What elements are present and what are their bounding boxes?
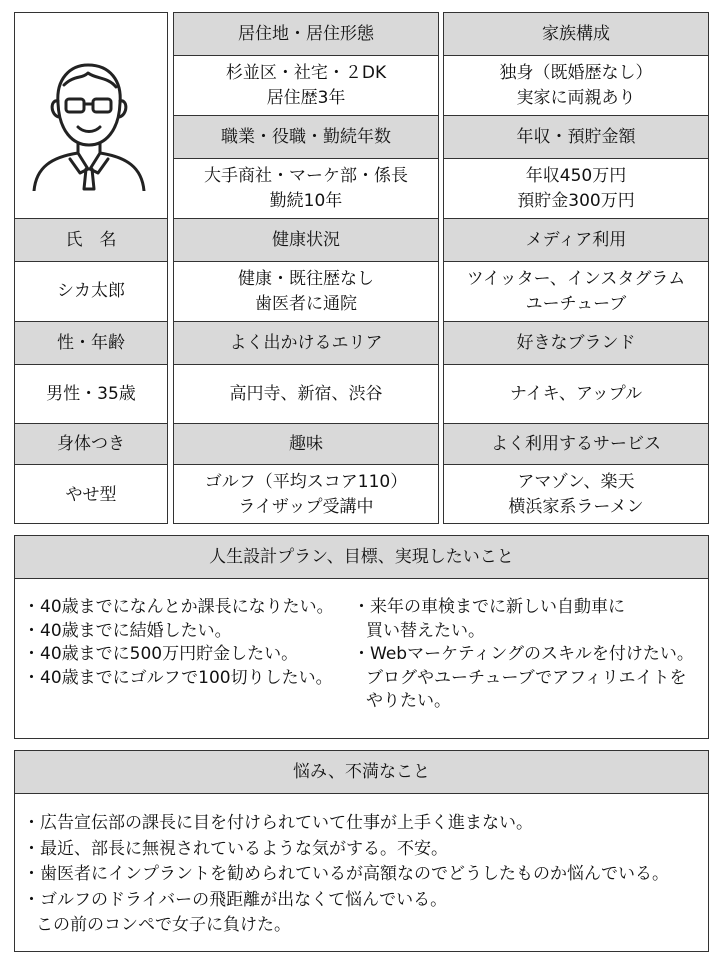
family-value: 独身（既婚歴なし） 実家に両親あり [444, 55, 708, 115]
list-item: ・40歳までになんとか課長になりたい。 [23, 597, 334, 617]
service-label: よく利用するサービス [444, 423, 708, 464]
list-item: ・40歳までにゴルフで100切りしたい。 [23, 667, 333, 688]
list-item: ・最近、部長に無視されているような気がする。不安。 [23, 838, 448, 859]
list-item: ・歯医者にインプラントを勧められているが高額なのでどうしたものか悩んでいる。 [23, 864, 669, 884]
media-label: メディア利用 [444, 218, 708, 261]
concerns-list [23, 811, 669, 939]
list-item: ブログやユーチューブでアフィリエイトを [366, 667, 687, 688]
service-value: アマゾン、楽天 横浜家系ラーメン [444, 464, 708, 525]
list-item: この前のコンペで女子に負けた。 [36, 915, 291, 935]
job-value: 大手商社・マーケ部・係長 勤続10年 [174, 158, 438, 218]
list-item: 買い替えたい。 [366, 620, 485, 641]
avatar [15, 13, 167, 218]
concerns-section [14, 750, 709, 952]
area-value: 高円寺、新宿、渋谷 [174, 364, 438, 423]
person-with-glasses-icon [26, 41, 156, 191]
name-label: 氏 名 [15, 218, 167, 261]
health-value: 健康・既往歴なし 歯医者に通院 [174, 261, 438, 321]
goals-left-list [23, 596, 334, 690]
list-item: ・Webマーケティングのスキルを付けたい。 [353, 644, 694, 664]
lifestyle-panel [173, 12, 439, 524]
family-media-panel [443, 12, 709, 524]
hobby-label: 趣味 [174, 423, 438, 464]
area-label: よく出かけるエリア [174, 321, 438, 364]
family-label: 家族構成 [444, 13, 708, 55]
goals-right-list [353, 596, 694, 714]
name-value: シカ太郎 [15, 261, 167, 321]
body-label: 身体つき [15, 423, 167, 464]
media-value: ツイッター、インスタグラム ユーチューブ [444, 261, 708, 321]
income-label: 年収・預貯金額 [444, 115, 708, 158]
residence-value: 杉並区・社宅・２DK 居住歴3年 [174, 55, 438, 115]
gender-age-value: 男性・35歳 [15, 364, 167, 423]
income-value: 年収450万円 預貯金300万円 [444, 158, 708, 218]
list-item: ・ゴルフのドライバーの飛距離が出なくて悩んでいる。 [23, 889, 448, 910]
health-label: 健康状況 [174, 218, 438, 261]
list-item: ・40歳までに500万円貯金したい。 [23, 644, 299, 664]
list-item: やりたい。 [366, 691, 451, 711]
body-value: やせ型 [15, 464, 167, 525]
list-item: ・広告宣伝部の課長に目を付けられていて仕事が上手く進まない。 [23, 813, 533, 833]
list-item: ・40歳までに結婚したい。 [23, 620, 232, 641]
residence-label: 居住地・居住形態 [174, 13, 438, 55]
profile-panel [14, 12, 168, 524]
gender-age-label: 性・年齢 [15, 321, 167, 364]
list-item: ・来年の車検までに新しい自動車に [353, 597, 625, 617]
goals-section [14, 535, 709, 739]
hobby-value: ゴルフ（平均スコア110） ライザップ受講中 [174, 464, 438, 525]
goals-title: 人生設計プラン、目標、実現したいこと [15, 536, 708, 578]
concerns-title: 悩み、不満なこと [15, 751, 708, 793]
job-label: 職業・役職・勤続年数 [174, 115, 438, 158]
brand-label: 好きなブランド [444, 321, 708, 364]
brand-value: ナイキ、アップル [444, 364, 708, 423]
